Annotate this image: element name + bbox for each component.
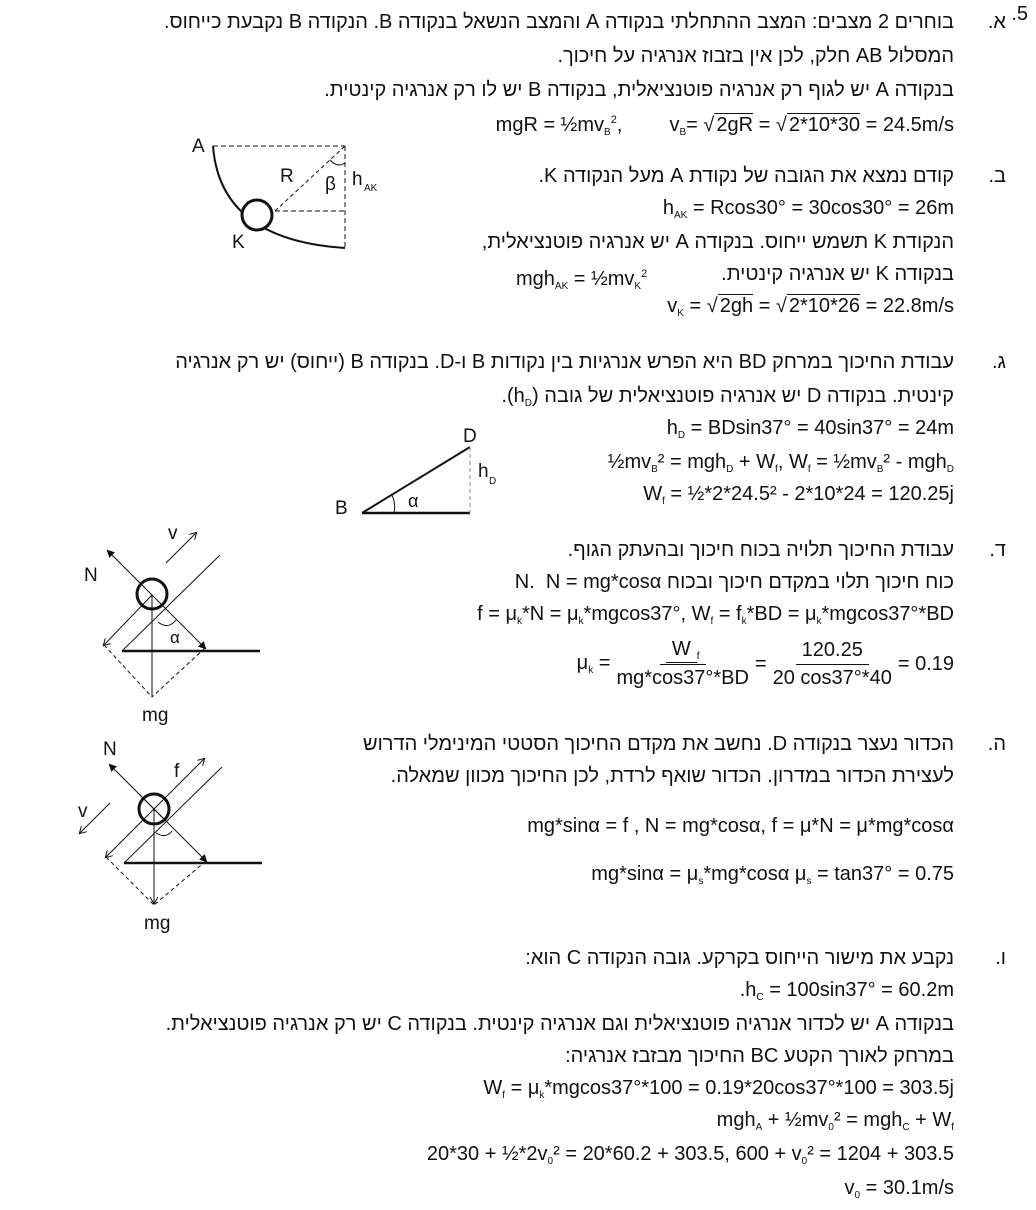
- eq-sub: f: [696, 651, 700, 662]
- eq-text: v: [669, 114, 680, 136]
- section-a-equation: [496, 106, 954, 147]
- label-K: K: [232, 232, 245, 253]
- eq-sub: D: [524, 398, 532, 409]
- eq-text: μ: [576, 652, 589, 674]
- section-e-line-1: הכדור נעצר בנקודה D. נחשב את מקדם החיכוך הסטטי המינימלי הדרוש: [363, 733, 954, 755]
- label-h-sub: D: [489, 476, 497, 487]
- label-beta: β: [325, 174, 336, 195]
- eq-text: = 24.5m/s: [860, 114, 954, 136]
- eq-text: = 22.8m/s: [860, 295, 954, 317]
- section-d-line-1: עבודת החיכוך תלויה בכוח חיכוך ובהעתק הגוף.: [567, 539, 954, 561]
- eq-text: = √: [753, 114, 787, 136]
- radical: 2*10*30: [788, 114, 861, 136]
- fraction-2: [773, 639, 892, 690]
- section-f-line-1: נקבע את מישור הייחוס בקרקע. גובה הנקודה C הוא:: [525, 947, 954, 969]
- section-c-eq-1: [667, 414, 954, 450]
- label-N: N: [84, 565, 98, 586]
- section-e-eq-2: $mg*\sin\alpha = \mu_s*mg*\cos\alpha$ $\mu_s = \tan 37^\circ = 0.75$: [591, 863, 954, 887]
- eq-text: mgh: [516, 268, 555, 290]
- eq-sub: AK: [673, 210, 688, 221]
- eq-sup: 2: [641, 268, 648, 280]
- text: כוח חיכוך תלוי במקדם חיכוך ובכוח N.: [514, 571, 954, 593]
- label-alpha: α: [170, 628, 180, 647]
- label-h: h: [478, 461, 489, 482]
- section-e-line-2: לעצירת הכדור במדרון. הכדור שואף לרדת, לכן החיכוך מכוון שמאלה.: [390, 765, 954, 787]
- section-c-line-2: [501, 382, 954, 418]
- section-b-eq-2: [516, 260, 647, 301]
- eq-text: mg*cos37°*BD: [616, 667, 749, 689]
- eq-sub: B: [604, 127, 611, 138]
- section-f-eq-3: $mgh_A + \frac{1}{2}mv_0^2 = mgh_C + W_f$: [716, 1109, 954, 1133]
- label-h: h: [352, 169, 363, 190]
- eq-text: N = mg*cosα: [545, 571, 662, 593]
- section-c-eq-2: $\frac{1}{2}mv_B^2 = mgh_D + W_f$, $W_f$ = $\frac{1}{2}mv_B^2 - mgh_D$: [607, 451, 954, 475]
- eq-sub: K: [634, 281, 642, 292]
- free-body-diagram-moving: [60, 515, 280, 725]
- text: קינטית. בנקודה D יש אנרגיה פוטנציאלית של גובה (h: [513, 385, 954, 407]
- section-d-eq-1: $f = \mu_k*N = \mu_k*mgcos37^\circ$, $W_f = f_k*BD = \mu_k*mgcos37^\circ*BD$: [477, 603, 954, 627]
- eq-text: = √: [753, 295, 787, 317]
- section-b-line-3: בנקודה K יש אנרגיה קינטית.: [721, 263, 954, 285]
- eq-sub: B: [679, 127, 687, 138]
- section-a-line-3: בנקודה A יש לגוף רק אנרגיה פוטנציאלית, בנקודה B יש לו רק אנרגיה קינטית.: [324, 79, 954, 101]
- eq-sup: 2: [610, 114, 617, 126]
- eq-text: W: [666, 638, 697, 663]
- section-b-line-2: הנקודת K תשמש ייחוס. בנקודה A יש אנרגיה פוטנציאלית,: [481, 231, 954, 253]
- eq-text: ,: [616, 114, 623, 136]
- section-f-eq-5: $v_0 = 30.1m/s$: [844, 1177, 954, 1201]
- eq-text: = √: [683, 295, 718, 317]
- eq-sub: k: [588, 665, 594, 676]
- eq-text: = √: [686, 114, 715, 136]
- eq-text: = BDsin37° = 40sin37° = 24m: [685, 417, 954, 439]
- label-v: v: [168, 523, 178, 544]
- section-label-f: ו.: [995, 947, 1006, 969]
- section-label-c: ג.: [991, 351, 1006, 373]
- text: ).: [501, 385, 514, 407]
- label-mg: mg: [142, 705, 169, 726]
- section-a-line-1: בוחרים 2 מצבים: המצב ההתחלתי בנקודה A והמצב הנשאל בנקודה B. הנקודה B נקבעת כייחוס.: [163, 11, 954, 33]
- section-f-line-3: במרחק לאורך הקטע BC החיכוך מבזבז אנרגיה:: [565, 1045, 954, 1067]
- eq-text: = ½mv: [568, 268, 635, 290]
- eq-sub: D: [677, 430, 686, 441]
- label-N: N: [103, 739, 117, 760]
- label-alpha: α: [408, 491, 419, 511]
- section-c-eq-3: $W_f$ = ½*2*24.5² - 2*10*24 = 120.25j: [643, 483, 954, 507]
- section-b-line-1: קודם נמצא את הגובה של נקודת A מעל הנקודה K.: [538, 165, 954, 187]
- section-label-b: ב.: [988, 165, 1006, 187]
- section-c-line-1: עבודת החיכוך במרחק BD היא הפרש אנרגיות בין נקודות B ו-D. בנקודה B (ייחוס) יש רק אנרגיה: [175, 351, 954, 373]
- eq-text: mgR = ½mv: [495, 114, 605, 136]
- eq-sub: AK: [554, 281, 569, 292]
- section-f-eq-2: $W_f = \mu_k*mgcos37^\circ*100 = 0.19*20\cos 37^\circ*100 = 303.5j$: [483, 1077, 954, 1101]
- label-mg: mg: [144, 913, 171, 934]
- label-v: v: [78, 801, 88, 822]
- radical: 2gR: [716, 114, 754, 136]
- section-f-line-2: בנקודה A יש לכדור אנרגיה פוטנציאלית וגם אנרגיה קינטית. בנקודה C יש רק אנרגיה פוטנציאלית.: [165, 1013, 954, 1035]
- fraction-1: [616, 638, 749, 690]
- eq-text: 20 cos37°*40: [772, 666, 892, 689]
- label-f: f: [174, 761, 180, 782]
- radical: 2gh: [719, 295, 754, 317]
- label-B: B: [335, 498, 348, 519]
- section-d-fraction: $\mu_k$ = $\frac{W _f}{mg*\cos 37^\circ*BD}$ = $\frac{120.25}{20 \cos 37^\circ*40}$ = 0.19: [576, 638, 954, 689]
- label-A: A: [192, 136, 205, 157]
- label-D: D: [463, 426, 477, 447]
- section-f-eq-1: $.h_C = 100\sin 37^\circ = 60.2m$: [739, 979, 954, 1003]
- eq-text: v: [667, 295, 678, 317]
- eq-text: h: [662, 197, 674, 219]
- eq-text: = 0.19: [897, 652, 954, 675]
- section-f-eq-4: $20*30 + \frac{1}{2}*2v_0^2 = 20*60.2 + 303.5$, $600 + v_0^2 = 1204 + 303.5$: [426, 1143, 954, 1167]
- section-d-line-2: [515, 568, 954, 596]
- label-R: R: [280, 166, 294, 187]
- section-b-eq-1: [663, 194, 954, 230]
- section-label-a: א.: [987, 11, 1006, 33]
- eq-sub: K: [677, 308, 684, 319]
- section-e-eq-1: mg*sinα = f , N = mg*cosα, f = μ*N = μ*mg*cosα: [527, 815, 954, 837]
- question-number: .5: [1011, 3, 1028, 25]
- section-a-line-2: המסלול AB חלק, לכן אין בזבוז אנרגיה על חיכוך.: [557, 45, 954, 67]
- triangle-diagram: [330, 420, 510, 520]
- eq-text: 120.25: [796, 639, 869, 665]
- section-label-e: ה.: [987, 733, 1006, 755]
- free-body-diagram-static: [60, 725, 280, 940]
- eq-text: = Rcos30° = 30cos30° = 26m: [687, 197, 954, 219]
- label-h-sub: AK: [364, 183, 378, 194]
- radical: 2*10*26: [788, 295, 861, 317]
- section-b-eq-3: [667, 292, 954, 328]
- curve-diagram: [180, 130, 380, 270]
- eq-text: h: [666, 417, 678, 439]
- section-label-d: ד.: [989, 539, 1006, 561]
